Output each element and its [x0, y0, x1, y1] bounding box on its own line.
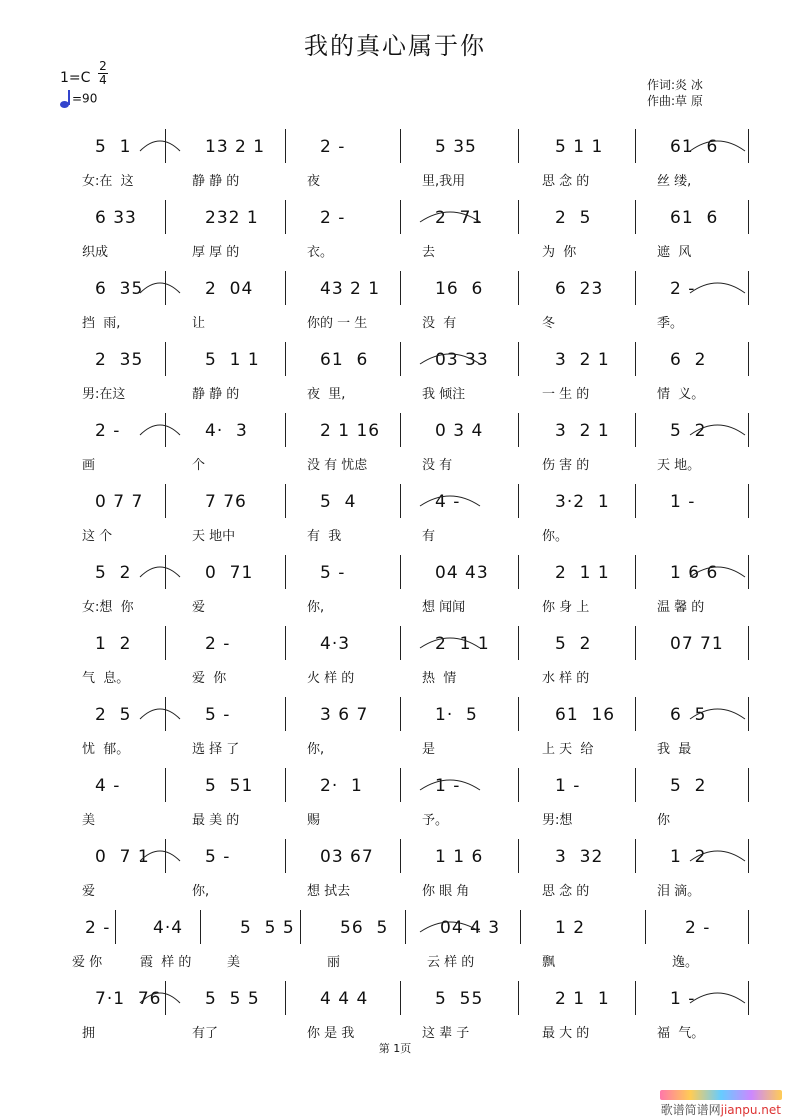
score-row [0, 492, 790, 564]
measure-notes: 7 76 [205, 492, 247, 512]
bar-line [400, 200, 401, 234]
measure-notes: 4 4 4 [320, 989, 369, 1009]
lyric-segment: 没 有 [422, 316, 457, 331]
lyric-segment: 你, [307, 600, 325, 615]
measure-notes: 6 35 [95, 279, 144, 299]
measure-notes: 1 2 [670, 847, 707, 867]
lyric-segment: 上 天 给 [542, 742, 594, 757]
slur-arc [690, 993, 745, 1003]
score-row [0, 137, 790, 209]
lyric-segment: 丝 缕, [657, 174, 692, 189]
measure-notes: 5 5 5 [240, 918, 295, 938]
bar-line [165, 271, 166, 305]
measure-notes: 1 2 [555, 918, 586, 938]
score-row [0, 350, 790, 422]
bar-line [400, 626, 401, 660]
measure-notes: 43 2 1 [320, 279, 381, 299]
bar-line [285, 271, 286, 305]
measure-notes: 0 3 4 [435, 421, 484, 441]
slur-arc [140, 425, 180, 435]
lyric-segment: 这 辈 子 [422, 1026, 470, 1041]
measure-notes: 1 - [670, 492, 696, 512]
lyrics-line [0, 880, 790, 902]
time-signature [98, 60, 108, 87]
lyric-segment: 忧 郁。 [82, 742, 130, 757]
measure-notes: 5 4 [320, 492, 357, 512]
bar-line [748, 271, 749, 305]
bar-line [400, 129, 401, 163]
measure-notes: 3 6 7 [320, 705, 369, 725]
bar-line [645, 910, 646, 944]
lyric-segment: 飘 [542, 955, 556, 970]
measure-notes: 2 1 16 [320, 421, 381, 441]
bar-line [400, 271, 401, 305]
measure-notes: 2 - [320, 208, 346, 228]
measure-notes: 5 51 [205, 776, 254, 796]
measure-notes: 5 2 [670, 776, 707, 796]
lyric-segment: 伤 害 的 [542, 458, 590, 473]
bar-line [285, 342, 286, 376]
lyric-segment: 我 倾注 [422, 387, 466, 402]
notes-line [0, 989, 790, 1019]
bar-line [518, 342, 519, 376]
notes-line [0, 776, 790, 806]
lyric-segment: 你 眼 角 [422, 884, 470, 899]
measure-notes: 0 7 1 [95, 847, 150, 867]
bar-line [165, 626, 166, 660]
bar-line [748, 697, 749, 731]
measure-notes: 1 - [555, 776, 581, 796]
bar-line [635, 129, 636, 163]
measure-notes: 5 1 1 [205, 350, 260, 370]
measure-notes: 5 5 5 [205, 989, 260, 1009]
measure-notes: 3 32 [555, 847, 604, 867]
measure-notes: 5 - [205, 705, 231, 725]
watermark-logo [660, 1090, 782, 1100]
bar-line [285, 484, 286, 518]
bar-line [635, 271, 636, 305]
lyric-segment: 有 我 [307, 529, 342, 544]
lyric-segment: 男:在这 [82, 387, 126, 402]
lyrics-line [0, 738, 790, 760]
bar-line [748, 342, 749, 376]
lyric-segment: 女:在 这 [82, 174, 134, 189]
measure-notes: 2 - [670, 279, 696, 299]
bar-line [165, 839, 166, 873]
page-footer: 第 1页 [378, 1042, 412, 1055]
measure-notes: 2 35 [95, 350, 144, 370]
measure-notes: 4·3 [320, 634, 351, 654]
bar-line [400, 839, 401, 873]
tempo-marking [60, 90, 97, 108]
bar-line [635, 981, 636, 1015]
notes-line [0, 492, 790, 522]
lyric-segment: 个 [192, 458, 206, 473]
lyrics-line [0, 525, 790, 547]
bar-line [635, 839, 636, 873]
time-signature-bottom: 4 [99, 73, 107, 87]
lyric-segment: 天 地中 [192, 529, 236, 544]
credits [647, 77, 703, 109]
lyric-segment: 火 样 的 [307, 671, 355, 686]
lyric-segment: 福 气。 [657, 1026, 705, 1041]
lyric-segment: 你的 一 生 [307, 316, 368, 331]
measure-notes: 2 - [685, 918, 711, 938]
lyric-segment: 你 [657, 813, 671, 828]
lyric-segment: 遮 风 [657, 245, 692, 260]
measure-notes: 4· 3 [205, 421, 248, 441]
bar-line [400, 342, 401, 376]
lyric-segment: 男:想 [542, 813, 573, 828]
measure-notes: 2 5 [95, 705, 132, 725]
bar-line [748, 839, 749, 873]
measure-notes: 2 1 1 [435, 634, 490, 654]
lyric-segment: 有 [422, 529, 436, 544]
bar-line [285, 626, 286, 660]
measure-notes: 56 5 [340, 918, 389, 938]
bar-line [748, 910, 749, 944]
bar-line [748, 200, 749, 234]
measure-notes: 16 6 [435, 279, 484, 299]
measure-notes: 1 - [670, 989, 696, 1009]
bar-line [635, 413, 636, 447]
measure-notes: 5 55 [435, 989, 484, 1009]
lyric-segment: 赐 [307, 813, 321, 828]
bar-line [285, 413, 286, 447]
measure-notes: 0 7 7 [95, 492, 144, 512]
measure-notes: 13 2 1 [205, 137, 266, 157]
lyric-segment: 气 息。 [82, 671, 130, 686]
lyric-segment: 情 义。 [657, 387, 705, 402]
bar-line [285, 697, 286, 731]
measure-notes: 2 - [85, 918, 111, 938]
lyric-segment: 厚 厚 的 [192, 245, 240, 260]
lyric-segment: 想 闻闻 [422, 600, 466, 615]
bar-line [405, 910, 406, 944]
measure-notes: 6 23 [555, 279, 604, 299]
bar-line [748, 484, 749, 518]
bar-line [635, 768, 636, 802]
bar-line [400, 484, 401, 518]
lyric-segment: 泪 滴。 [657, 884, 701, 899]
notes-line [0, 918, 790, 948]
bar-line [518, 697, 519, 731]
measure-notes: 5 - [320, 563, 346, 583]
measure-notes: 5 1 [95, 137, 132, 157]
slur-arc [690, 283, 745, 293]
measure-notes: 2 - [95, 421, 121, 441]
measure-notes: 5 1 1 [555, 137, 604, 157]
measure-notes: 2 71 [435, 208, 484, 228]
lyrics-line [0, 383, 790, 405]
bar-line [518, 271, 519, 305]
lyric-segment: 爱 你 [72, 955, 103, 970]
lyric-segment: 美 [227, 955, 241, 970]
measure-notes: 61 6 [320, 350, 369, 370]
measure-notes: 1 2 [95, 634, 132, 654]
bar-line [285, 981, 286, 1015]
bar-line [518, 981, 519, 1015]
bar-line [635, 484, 636, 518]
bar-line [748, 413, 749, 447]
bar-line [400, 413, 401, 447]
lyric-segment: 女:想 你 [82, 600, 134, 615]
lyric-segment: 想 拭去 [307, 884, 351, 899]
measure-notes: 7·1 76 [95, 989, 162, 1009]
bar-line [518, 768, 519, 802]
measure-notes: 61 6 [670, 137, 719, 157]
measure-notes: 2 1 1 [555, 989, 610, 1009]
lyric-segment: 挡 雨, [82, 316, 121, 331]
bar-line [285, 129, 286, 163]
slur-arc [140, 141, 180, 151]
bar-line [165, 129, 166, 163]
lyric-segment: 让 [192, 316, 206, 331]
bar-line [300, 910, 301, 944]
bar-line [518, 555, 519, 589]
time-signature-top: 2 [99, 59, 107, 73]
watermark-text: 歌谱简谱网jianpu.net [660, 1103, 781, 1117]
bar-line [748, 129, 749, 163]
lyric-segment: 思 念 的 [542, 884, 590, 899]
measure-notes: 04 43 [435, 563, 489, 583]
notes-line [0, 279, 790, 309]
notes-line [0, 634, 790, 664]
lyric-segment: 云 样 的 [427, 955, 475, 970]
lyric-segment: 我 最 [657, 742, 692, 757]
lyric-segment: 没 有 [422, 458, 453, 473]
lyric-segment: 霞 样 的 [140, 955, 192, 970]
measure-notes: 1 6 6 [670, 563, 719, 583]
bar-line [518, 839, 519, 873]
notes-line [0, 208, 790, 238]
measure-notes: 2 - [205, 634, 231, 654]
bar-line [635, 200, 636, 234]
measure-notes: 6 5 [670, 705, 707, 725]
bar-line [400, 555, 401, 589]
bar-line [518, 626, 519, 660]
bar-line [285, 200, 286, 234]
lyrics-line [0, 170, 790, 192]
bar-line [748, 768, 749, 802]
measure-notes: 2 - [320, 137, 346, 157]
lyric-segment: 予。 [422, 813, 449, 828]
bar-line [200, 910, 201, 944]
lyric-segment: 夜 [307, 174, 321, 189]
bar-line [165, 697, 166, 731]
lyric-segment: 温 馨 的 [657, 600, 705, 615]
lyrics-line [0, 241, 790, 263]
score-row [0, 421, 790, 493]
measure-notes: 6 33 [95, 208, 137, 228]
measure-notes: 5 2 [95, 563, 132, 583]
bar-line [285, 555, 286, 589]
bar-line [635, 555, 636, 589]
lyric-segment: 这 个 [82, 529, 113, 544]
slur-arc [140, 283, 180, 293]
bar-line [115, 910, 116, 944]
measure-notes: 5 2 [670, 421, 707, 441]
lyric-segment: 里,我用 [422, 174, 466, 189]
lyric-segment: 天 地。 [657, 458, 701, 473]
measure-notes: 07 71 [670, 634, 724, 654]
lyric-segment: 衣。 [307, 245, 334, 260]
quarter-note-icon [60, 90, 72, 108]
lyric-segment: 为 你 [542, 245, 577, 260]
bar-line [748, 626, 749, 660]
lyric-segment: 最 美 的 [192, 813, 240, 828]
lyric-segment: 拥 [82, 1026, 96, 1041]
watermark [600, 1090, 785, 1116]
score-row [0, 705, 790, 777]
bar-line [635, 342, 636, 376]
measure-notes: 2 1 1 [555, 563, 610, 583]
bar-line [748, 981, 749, 1015]
measure-notes: 04 4 3 [440, 918, 501, 938]
measure-notes: 2· 1 [320, 776, 363, 796]
bar-line [748, 555, 749, 589]
lyric-segment: 冬 [542, 316, 556, 331]
measure-notes: 03 33 [435, 350, 489, 370]
lyric-segment: 织成 [82, 245, 109, 260]
bar-line [165, 981, 166, 1015]
bar-line [635, 626, 636, 660]
lyric-segment: 有了 [192, 1026, 219, 1041]
lyrics-line [0, 596, 790, 618]
lyric-segment: 最 大 的 [542, 1026, 590, 1041]
measure-notes: 3·2 1 [555, 492, 610, 512]
slur-arc [140, 567, 180, 577]
measure-notes: 1 - [435, 776, 461, 796]
measure-notes: 0 71 [205, 563, 254, 583]
measure-notes: 2 04 [205, 279, 254, 299]
score-row [0, 279, 790, 351]
bar-line [518, 129, 519, 163]
lyric-segment: 思 念 的 [542, 174, 590, 189]
score-row [0, 208, 790, 280]
lyric-segment: 丽 [327, 955, 341, 970]
tempo-value: =90 [72, 91, 98, 106]
measure-notes: 3 2 1 [555, 421, 610, 441]
lyric-segment: 季。 [657, 316, 684, 331]
lyric-segment: 逸。 [672, 955, 699, 970]
bar-line [518, 484, 519, 518]
lyrics-line [0, 667, 790, 689]
lyric-segment: 去 [422, 245, 436, 260]
lyric-segment: 夜 里, [307, 387, 346, 402]
notes-line [0, 421, 790, 451]
bar-line [165, 768, 166, 802]
measure-notes: 5 - [205, 847, 231, 867]
notes-line [0, 350, 790, 380]
notes-line [0, 563, 790, 593]
measure-notes: 6 2 [670, 350, 707, 370]
bar-line [518, 200, 519, 234]
notes-line [0, 847, 790, 877]
lyric-segment: 静 静 的 [192, 387, 240, 402]
measure-notes: 4 - [95, 776, 121, 796]
lyric-segment: 爱 [82, 884, 96, 899]
bar-line [165, 555, 166, 589]
bar-line [400, 697, 401, 731]
notes-line [0, 137, 790, 167]
measure-notes: 2 5 [555, 208, 592, 228]
slur-marks [0, 918, 790, 948]
lyric-segment: 静 静 的 [192, 174, 240, 189]
bar-line [285, 768, 286, 802]
lyric-segment: 你 身 上 [542, 600, 590, 615]
bar-line [285, 839, 286, 873]
lyrics-line [0, 312, 790, 334]
lyric-segment: 美 [82, 813, 96, 828]
measure-notes: 61 6 [670, 208, 719, 228]
measure-notes: 232 1 [205, 208, 259, 228]
bar-line [520, 910, 521, 944]
measure-notes: 03 67 [320, 847, 374, 867]
measure-notes: 4·4 [153, 918, 184, 938]
lyric-segment: 热 情 [422, 671, 457, 686]
score-row [0, 918, 790, 990]
song-title: 我的真心属于你 [304, 32, 486, 60]
lyrics-line [0, 454, 790, 476]
lyric-segment: 你 是 我 [307, 1026, 355, 1041]
score-row [0, 563, 790, 635]
lyric-segment: 选 择 了 [192, 742, 240, 757]
composer-credit: 作曲:草 原 [647, 94, 703, 108]
lyricist-credit: 作词:炎 冰 [647, 78, 703, 92]
bar-line [165, 342, 166, 376]
lyric-segment: 水 样 的 [542, 671, 590, 686]
lyric-segment: 你, [307, 742, 325, 757]
slur-arc [140, 709, 180, 719]
measure-notes: 61 16 [555, 705, 616, 725]
bar-line [400, 981, 401, 1015]
key-signature: 1=C [60, 70, 91, 86]
bar-line [165, 484, 166, 518]
bar-line [635, 697, 636, 731]
score-row [0, 776, 790, 848]
measure-notes: 5 2 [555, 634, 592, 654]
lyrics-line [0, 809, 790, 831]
lyric-segment: 爱 你 [192, 671, 227, 686]
lyric-segment: 你。 [542, 529, 569, 544]
lyric-segment: 画 [82, 458, 96, 473]
lyrics-line [0, 951, 790, 973]
measure-notes: 4 - [435, 492, 461, 512]
lyric-segment: 爱 [192, 600, 206, 615]
score-row [0, 634, 790, 706]
bar-line [165, 413, 166, 447]
lyric-segment: 一 生 的 [542, 387, 590, 402]
measure-notes: 3 2 1 [555, 350, 610, 370]
lyric-segment: 你, [192, 884, 210, 899]
measure-notes: 5 35 [435, 137, 477, 157]
notes-line [0, 705, 790, 735]
measure-notes: 1 1 6 [435, 847, 484, 867]
lyric-segment: 是 [422, 742, 436, 757]
lyric-segment: 没 有 忧虑 [307, 458, 368, 473]
measure-notes: 1· 5 [435, 705, 478, 725]
score-row [0, 847, 790, 919]
bar-line [165, 200, 166, 234]
bar-line [518, 413, 519, 447]
bar-line [400, 768, 401, 802]
